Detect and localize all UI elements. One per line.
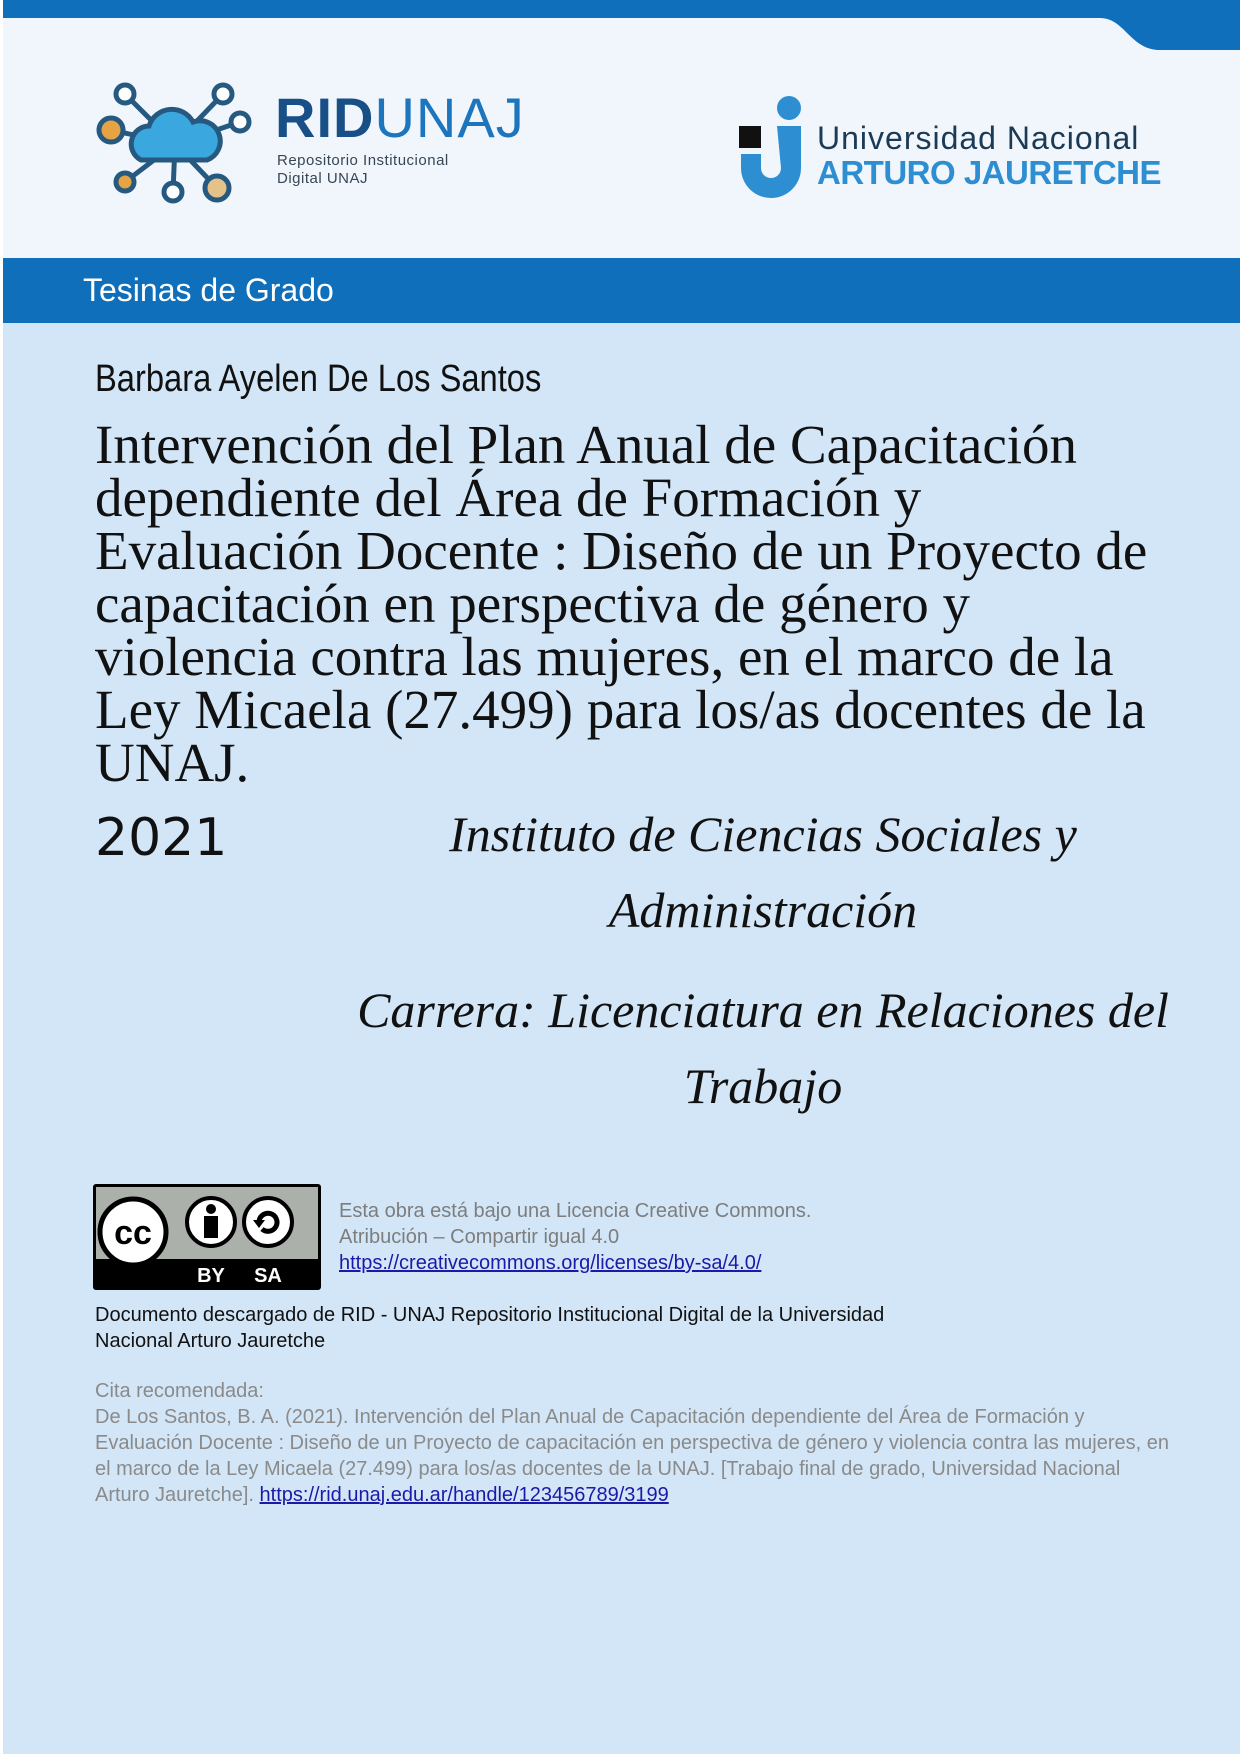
unaj-j-mark-icon	[739, 96, 809, 206]
career-name: Carrera: Licenciatura en Relaciones del Trabajo	[357, 982, 1169, 1114]
attribution-icon	[187, 1198, 235, 1246]
unaj-name-line2: ARTURO JAURETCHE	[817, 154, 1162, 191]
share-alike-icon	[244, 1198, 292, 1246]
author-name: Barbara Ayelen De Los Santos	[95, 358, 542, 400]
rid-wordmark: RIDUNAJ	[275, 86, 525, 149]
publication-year: 2021	[95, 808, 228, 868]
citation-link[interactable]: https://rid.unaj.edu.ar/handle/123456789/3199	[259, 1484, 669, 1506]
unaj-name-line1: Universidad Nacional	[817, 120, 1140, 156]
rid-unaj-logo	[95, 82, 525, 207]
document-title: Intervención del Plan Anual de Capacitación dependiente del Área de Formación y Evaluación Docente : Diseño de un Proyecto de capacitación en perspectiva de género y violencia contra las mujeres, en el marco de la Ley Micaela (27.499) para los/as docentes de la UNAJ.	[95, 414, 1148, 793]
network-cloud-icon	[95, 82, 255, 207]
cc-icon-label: cc	[114, 1214, 152, 1252]
section-banner-label: Tesinas de Grado	[83, 272, 334, 308]
document-page	[3, 0, 1240, 1754]
section-banner	[3, 258, 1240, 323]
citation-text: De Los Santos, B. A. (2021). Intervención del Plan Anual de Capacitación dependiente del Área de Formación y Evaluación Docente : Diseño de un Proyecto de capacitación en perspectiva de género y violencia contra las mujeres, en el marco de la Ley Micaela (27.499) para los/as docentes de la UNAJ. [Trabajo final de grado, Universidad Nacional Arturo Jauretche].	[95, 1406, 1169, 1506]
license-link[interactable]: https://creativecommons.org/licenses/by-sa/4.0/	[339, 1252, 762, 1274]
recommended-citation	[95, 1378, 1175, 1508]
sa-label: SA	[254, 1265, 282, 1287]
license-text: Esta obra está bajo una Licencia Creative Commons. Atribución – Compartir igual 4.0 https://creativecommons.org/licenses/by-sa/4.0/	[339, 1200, 812, 1274]
cc-by-sa-badge[interactable]	[93, 1184, 321, 1290]
institute-name: Instituto de Ciencias Sociales y Administración	[449, 806, 1077, 938]
download-note: Documento descargado de RID - UNAJ Repositorio Institucional Digital de la Universidad Nacional Arturo Jauretche	[95, 1304, 885, 1352]
unaj-logo	[739, 96, 1162, 206]
header-top-stripe	[3, 0, 1240, 18]
citation-label: Cita recomendada:	[95, 1380, 264, 1402]
header-corner-curve	[1100, 0, 1240, 52]
rid-subtitle: Repositorio Institucional Digital UNAJ	[277, 152, 449, 187]
by-label: BY	[197, 1265, 225, 1287]
